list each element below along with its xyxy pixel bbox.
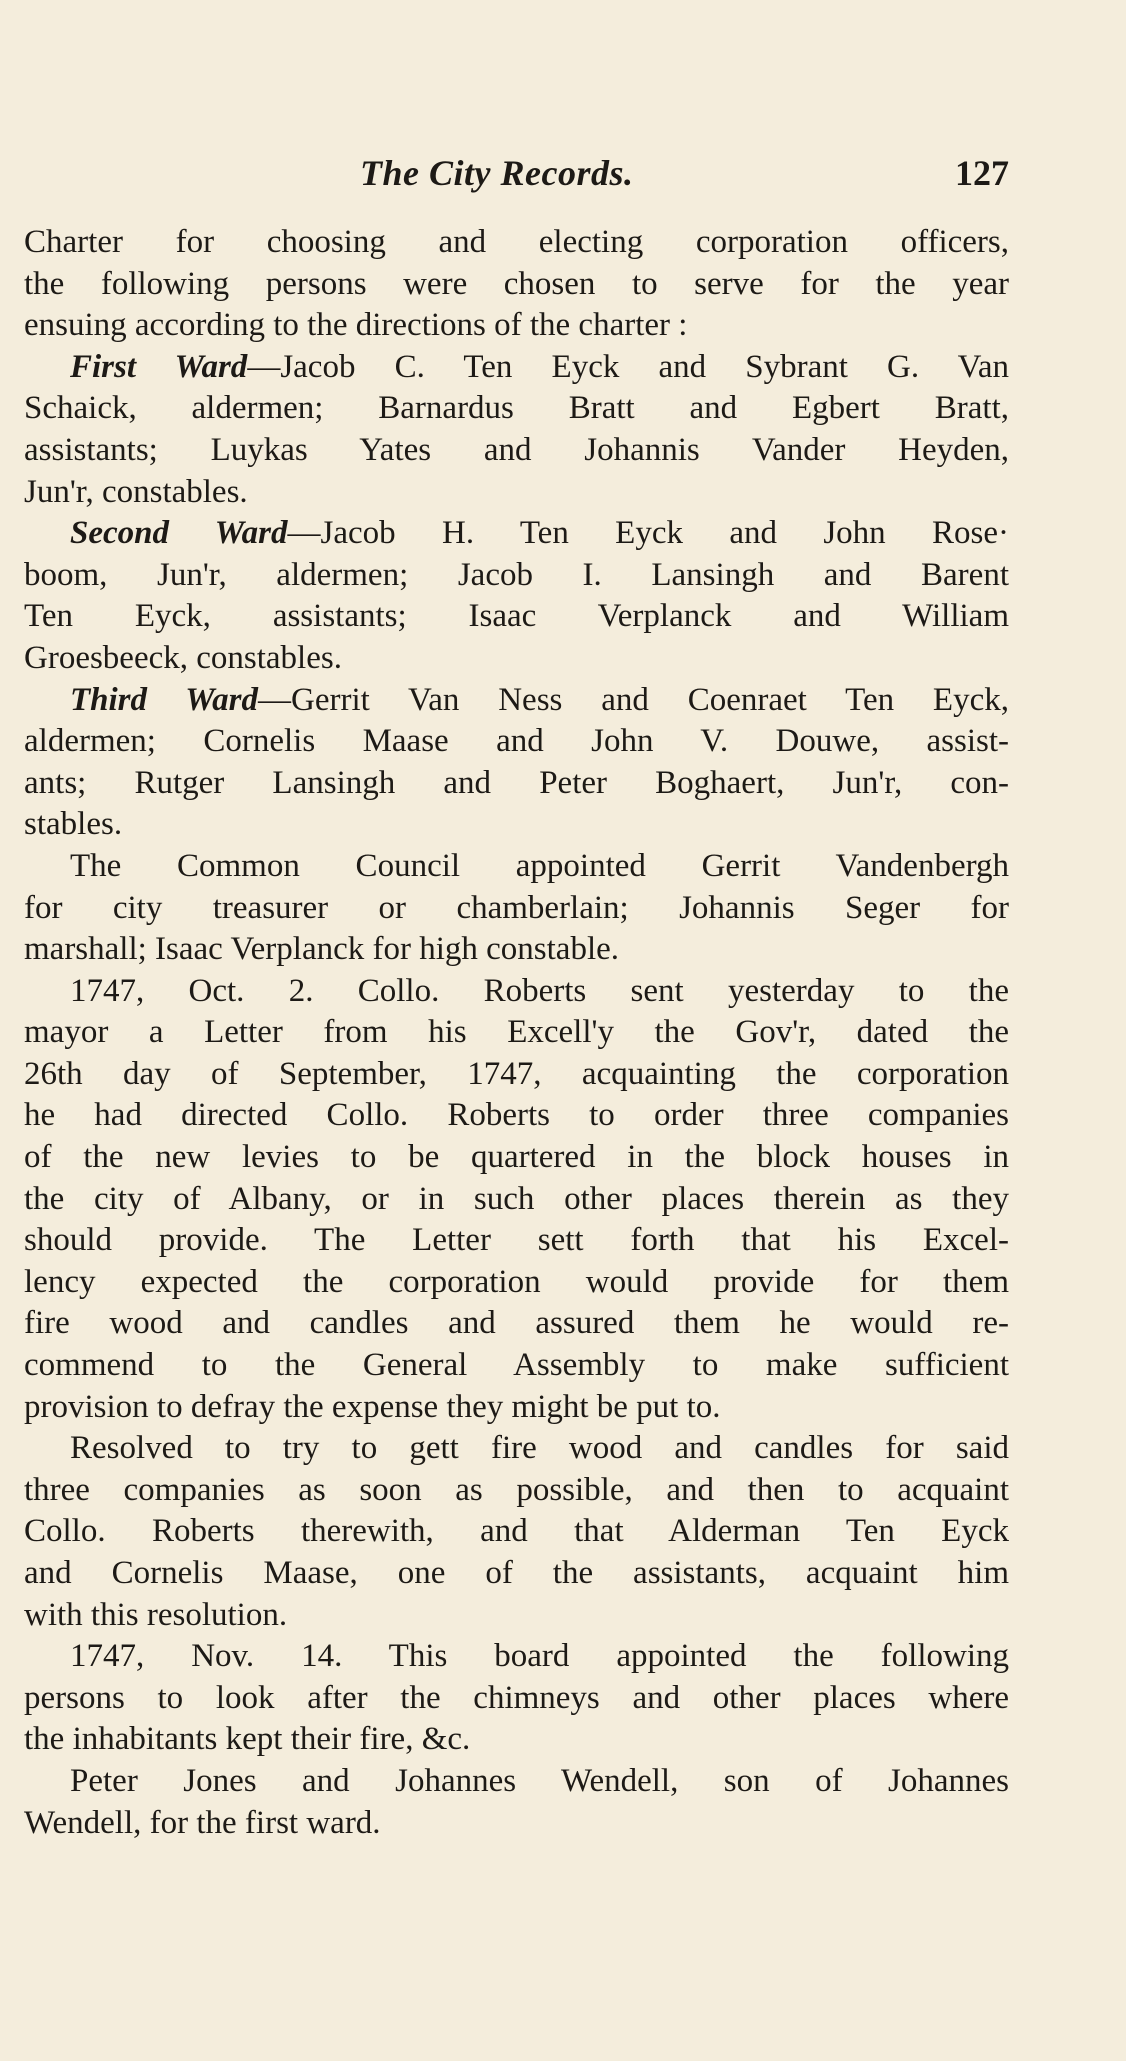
line-text: assistants; Luykas Yates and Johannis Vander Heyden, — [24, 431, 1009, 468]
text-line — [24, 1012, 1009, 1054]
text-line — [24, 555, 1009, 597]
line-text: 1747, Oct. 2. Collo. Roberts sent yesterday to the — [70, 972, 1009, 1009]
line-text: and Cornelis Maase, one of the assistants, acquaint him — [24, 1555, 1009, 1591]
line-text: aldermen; Cornelis Maase and John V. Douwe, assist- — [24, 723, 1009, 760]
line-text: of the new levies to be quartered in the block houses in — [24, 1139, 1009, 1176]
text-line — [24, 1345, 1009, 1387]
page-number: 127 — [955, 153, 1009, 193]
text-line — [24, 1054, 1009, 1096]
text-line — [24, 1303, 1009, 1345]
text-line — [24, 1803, 1009, 1845]
line-text: Groesbeeck, constables. — [24, 639, 342, 676]
line-text: 1747, Nov. 14. This board appointed the following — [70, 1638, 1009, 1675]
text-line — [24, 971, 1009, 1013]
text-line — [24, 929, 1009, 971]
text-line — [24, 1553, 1009, 1595]
line-text: Ten Eyck, assistants; Isaac Verplanck and William — [24, 598, 1009, 635]
line-text: ensuing according to the directions of the charter : — [24, 307, 688, 344]
line-text: for city treasurer or chamberlain; Johannis Seger for — [24, 889, 1009, 926]
text-line — [24, 638, 1009, 680]
text-line — [24, 804, 1009, 846]
line-text: the inhabitants kept their fire, &c. — [24, 1721, 471, 1758]
text-line — [24, 1179, 1009, 1221]
line-text: persons to look after the chimneys and other places where — [24, 1679, 1009, 1716]
text-line — [24, 1761, 1009, 1803]
text-line — [24, 846, 1009, 888]
text-line — [24, 1428, 1009, 1470]
line-text: The Common Council appointed Gerrit Vandenbergh — [70, 847, 1009, 884]
line-text: mayor a Letter from his Excell'y the Gov'r, dated the — [24, 1014, 1009, 1051]
line-text: should provide. The Letter sett forth that his Excel- — [24, 1222, 1009, 1259]
body-text — [24, 222, 1009, 1844]
text-line — [24, 596, 1009, 638]
text-line — [24, 1595, 1009, 1637]
line-text: the following persons were chosen to serve for the year — [24, 265, 1009, 302]
line-text: Peter Jones and Johannes Wendell, son of Johannes — [70, 1762, 1009, 1799]
line-text: Charter for choosing and electing corporation officers, — [24, 224, 1009, 260]
text-line — [24, 721, 1009, 763]
text-line — [24, 264, 1009, 306]
line-text: Jun'r, constables. — [24, 473, 248, 510]
text-line — [24, 430, 1009, 472]
line-text: 26th day of September, 1747, acquainting the corporation — [24, 1055, 1009, 1092]
text-line — [24, 347, 1009, 389]
text-line — [24, 1636, 1009, 1678]
text-line — [24, 1220, 1009, 1262]
text-line — [24, 1719, 1009, 1761]
line-text: Wendell, for the first ward. — [24, 1804, 381, 1841]
line-text: commend to the General Assembly to make sufficient — [24, 1347, 1009, 1384]
text-line — [24, 763, 1009, 805]
text-line — [24, 513, 1009, 555]
text-line — [24, 888, 1009, 930]
text-line — [24, 1387, 1009, 1429]
text-line — [24, 680, 1009, 722]
line-text: marshall; Isaac Verplanck for high constable. — [24, 931, 620, 968]
line-text: —Gerrit Van Ness and Coenraet Ten Eyck, — [258, 681, 1009, 718]
line-text: Collo. Roberts therewith, and that Alderman Ten Eyck — [24, 1513, 1009, 1550]
line-text: the city of Albany, or in such other places therein as they — [24, 1180, 1009, 1217]
line-text: fire wood and candles and assured them he would re- — [24, 1305, 1009, 1342]
line-text: ants; Rutger Lansingh and Peter Boghaert, Jun'r, con- — [24, 764, 1009, 801]
ward-label: Second Ward — [70, 515, 288, 552]
text-line — [24, 305, 1009, 347]
ward-label: Third Ward — [70, 681, 259, 718]
text-line — [24, 1137, 1009, 1179]
text-line — [24, 1678, 1009, 1720]
text-line — [24, 1262, 1009, 1304]
text-line — [24, 388, 1009, 430]
text-line — [24, 1511, 1009, 1553]
text-line — [24, 1095, 1009, 1137]
line-text: he had directed Collo. Roberts to order three companies — [24, 1097, 1009, 1134]
text-line — [24, 1470, 1009, 1512]
line-text: three companies as soon as possible, and then to acquaint — [24, 1471, 1009, 1508]
text-line — [24, 472, 1009, 514]
running-title: The City Records. — [360, 153, 634, 193]
text-line — [24, 222, 1009, 264]
line-text: provision to defray the expense they might be put to. — [24, 1388, 721, 1425]
line-text: Resolved to try to gett fire wood and candles for said — [70, 1430, 1009, 1467]
line-text: —Jacob C. Ten Eyck and Sybrant G. Van — [247, 348, 1009, 385]
line-text: stables. — [24, 806, 123, 843]
running-header — [24, 152, 1009, 198]
line-text: Schaick, aldermen; Barnardus Bratt and Egbert Bratt, — [24, 390, 1009, 427]
line-text: boom, Jun'r, aldermen; Jacob I. Lansingh and Barent — [24, 556, 1009, 593]
ward-label: First Ward — [70, 348, 248, 385]
line-text: —Jacob H. Ten Eyck and John Rose· — [287, 515, 1010, 552]
line-text: with this resolution. — [24, 1596, 288, 1633]
line-text: lency expected the corporation would provide for them — [24, 1263, 1009, 1300]
